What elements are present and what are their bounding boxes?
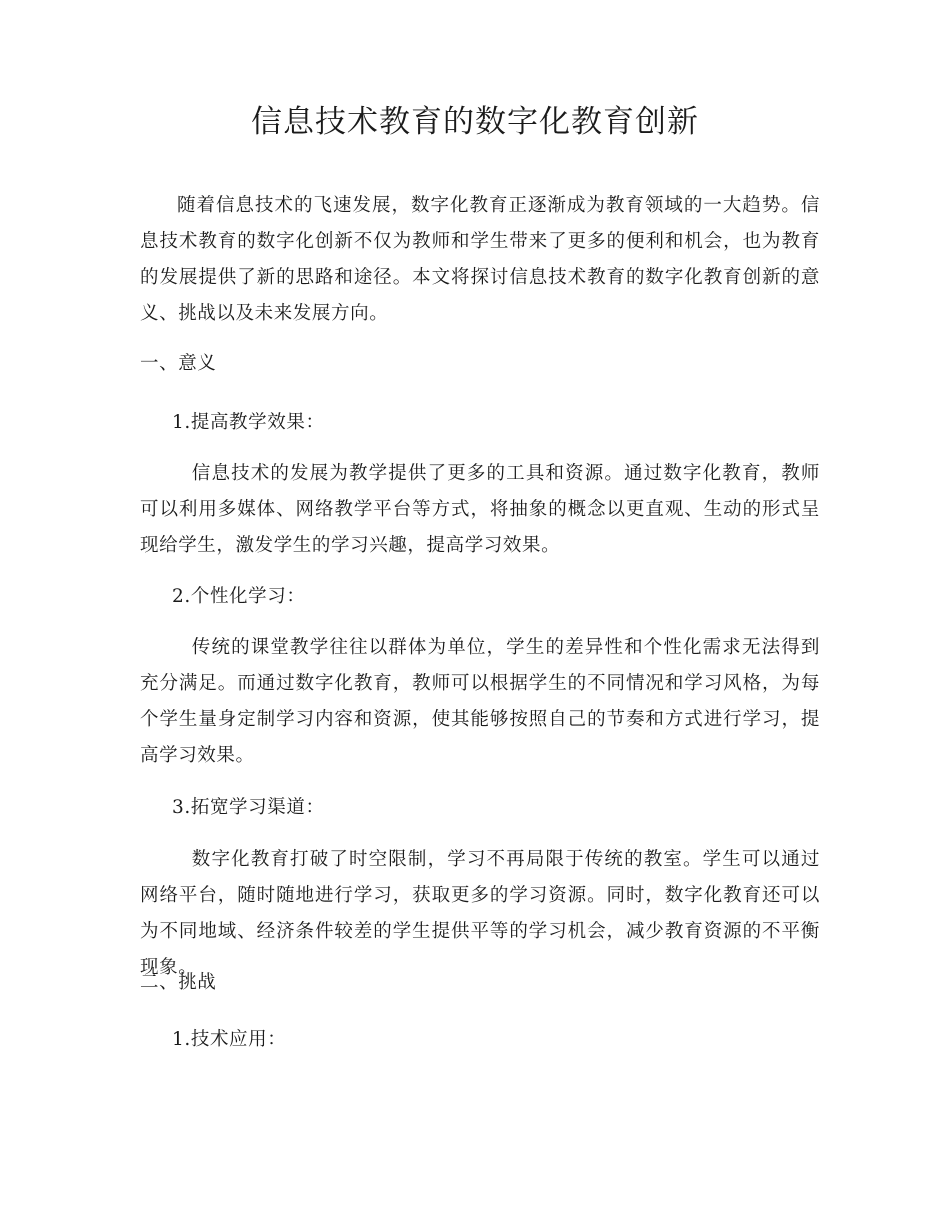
document-title: 信息技术教育的数字化教育创新 (251, 104, 699, 140)
section-heading-significance: 一、意义 (140, 353, 217, 374)
section-heading-challenges: 二、挑战 (140, 972, 217, 993)
paragraph-broaden-channels: 数字化教育打破了时空限制，学习不再局限于传统的教室。学生可以通过网络平台，随时随地进行学习，获取更多的学习资源。同时，数字化教育还可以为不同地域、经济条件较差的学生提供平等的学习机会，减少教育资源的不平衡现象。 (140, 849, 820, 978)
subheading-broaden-channels: 3.拓宽学习渠道： (172, 797, 325, 818)
intro-paragraph: 随着信息技术的飞速发展，数字化教育正逐渐成为教育领域的一大趋势。信息技术教育的数字化创新不仅为教师和学生带来了更多的便利和机会，也为教育的发展提供了新的思路和途径。本文将探讨信息技术教育的数字化教育创新的意义、挑战以及未来发展方向。 (140, 195, 820, 324)
paragraph-teaching-effect: 信息技术的发展为教学提供了更多的工具和资源。通过数字化教育，教师可以利用多媒体、网络教学平台等方式，将抽象的概念以更直观、生动的形式呈现给学生，激发学生的学习兴趣，提高学习效果。 (140, 463, 820, 556)
paragraph-personalized-learning: 传统的课堂教学往往以群体为单位，学生的差异性和个性化需求无法得到充分满足。而通过数字化教育，教师可以根据学生的不同情况和学习风格，为每个学生量身定制学习内容和资源，使其能够按照自己的节奏和方式进行学习，提高学习效果。 (140, 637, 820, 766)
subheading-teaching-effect: 1.提高教学效果： (172, 412, 325, 433)
subheading-technology-application: 1.技术应用： (172, 1029, 287, 1050)
subheading-personalized-learning: 2.个性化学习： (172, 586, 306, 607)
